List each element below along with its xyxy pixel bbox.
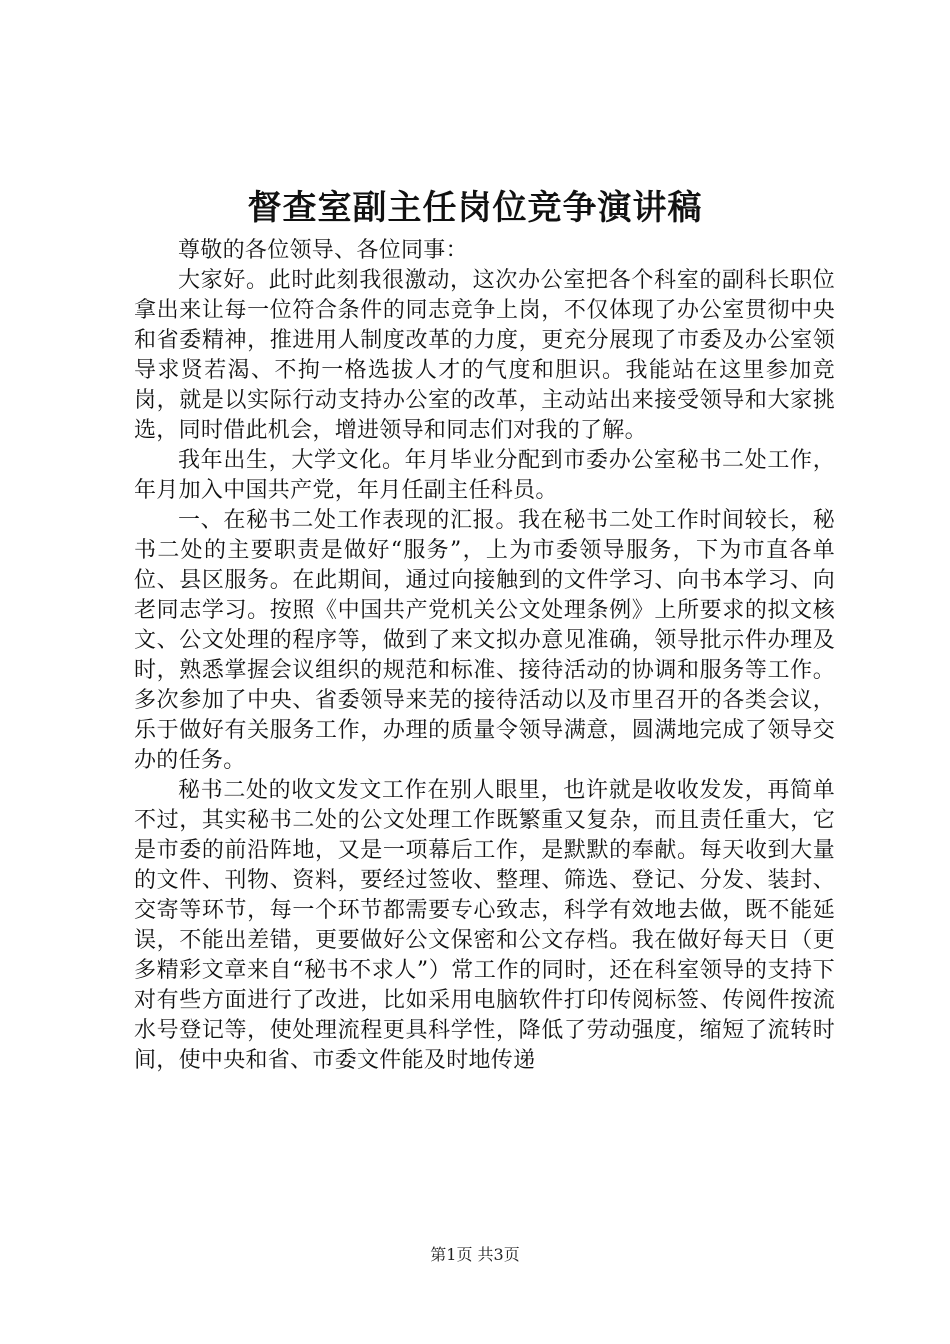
bio-paragraph: 我年出生，大学文化。年月毕业分配到市委办公室秘书二处工作，年月加入中国共产党，年月任副主任科员。 xyxy=(134,448,835,503)
salutation-paragraph: 尊敬的各位领导、各位同事： xyxy=(178,238,468,263)
greeting-paragraph: 大家好。此时此刻我很激动，这次办公室把各个科室的副科长职位拿出来让每一位符合条件的同志竞争上岗，不仅体现了办公室贯彻中央和省委精神，推进用人制度改革的力度，更充分展现了市委及办公室领导求贤若渴、不拘一格选拔人才的气度和胆识。我能站在这里参加竞岗，就是以实际行动支持办公室的改革，主动站出来接受领导和大家挑选，同时借此机会，增进领导和同志们对我的了解。 xyxy=(134,268,835,443)
document-handling-paragraph: 秘书二处的收文发文工作在别人眼里，也许就是收收发发，再简单不过，其实秘书二处的公文处理工作既繁重又复杂，而且责任重大，它是市委的前沿阵地，又是一项幕后工作，是默默的奉献。每天收到大量的文件、刊物、资料，要经过签收、整理、筛选、登记、分发、装封、交寄等环节，每一个环节都需要专心致志，科学有效地去做，既不能延误，不能出差错，更要做好公文保密和公文存档。我在做好每天日（更多精彩文章来自“秘书不求人”）常工作的同时，还在科室领导的支持下对有些方面进行了改进，比如采用电脑软件打印传阅标签、传阅件按流水号登记等，使处理流程更具科学性，降低了劳动强度，缩短了流转时间，使中央和省、市委文件能及时地传递 xyxy=(134,778,835,1073)
work-report-paragraph: 一、在秘书二处工作表现的汇报。我在秘书二处工作时间较长，秘书二处的主要职责是做好“服务”，上为市委领导服务，下为市直各单位、县区服务。在此期间，通过向接触到的文件学习、向书本学习、向老同志学习。按照《中国共产党机关公文处理条例》上所要求的拟文核文、公文处理的程序等，做到了来文拟办意见准确，领导批示件办理及时，熟悉掌握会议组织的规范和标准、接待活动的协调和服务等工作。多次参加了中央、省委领导来芜的接待活动以及市里召开的各类会议，乐于做好有关服务工作，办理的质量令领导满意，圆满地完成了领导交办的任务。 xyxy=(134,508,835,773)
document-title: 督查室副主任岗位竞争演讲稿 xyxy=(247,188,703,228)
document-body xyxy=(134,236,835,1076)
page-number-footer: 第1页 共3页 xyxy=(430,1245,520,1264)
